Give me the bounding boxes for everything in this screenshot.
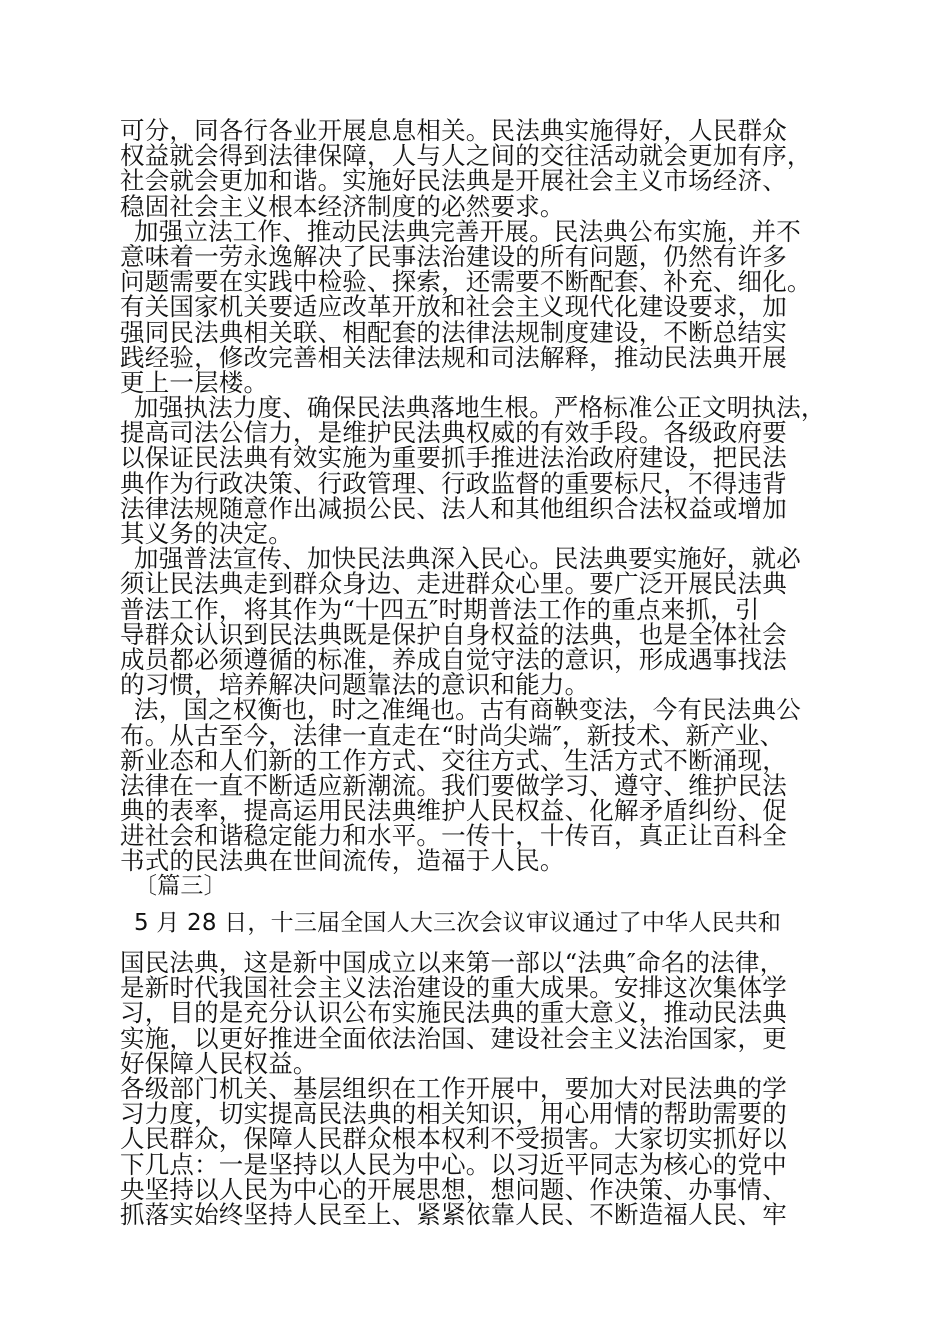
text-line: 意味着一劳永逸解决了民事法治建设的所有问题，仍然有许多 (120, 241, 787, 271)
text-line: 是新时代我国社会主义法治建设的重大成果。安排这次集体学 (120, 973, 787, 1003)
spacer (120, 899, 832, 911)
text-line: 法，国之权衡也，时之准绳也。古有商鞅变法，今有民法典公 (134, 695, 801, 725)
text-line: 各级部门机关、基层组织在工作开展中，要加大对民法典的学 (120, 1073, 787, 1103)
text-line: 社会就会更加和谐。实施好民法典是开展社会主义市场经济、 (120, 166, 787, 196)
text-line: 习力度，切实提高民法典的相关知识，用心用情的帮助需要的 (120, 1099, 787, 1129)
document-body (120, 118, 832, 1227)
paragraph-7 (120, 1073, 832, 1229)
text-line: 问题需要在实践中检验、探索，还需要不断配套、补充、细化。 (120, 267, 812, 297)
text-line: 普法工作，将其作为“十四五″时期普法工作的重点来抓，引 (120, 594, 760, 624)
paragraph-1 (120, 118, 832, 219)
text-line: 进社会和谐稳定能力和水平。一传十，十传百，真正让百科全 (120, 821, 787, 851)
text-line: 布。从古至今，法律一直走在“时尚尖端″，新技术、新产业、 (120, 720, 785, 750)
text-line: 法律在一直不断适应新潮流。我们要做学习、遵守、维护民法 (120, 770, 787, 800)
text-line: 须让民法典走到群众身边、走进群众心里。要广泛开展民法典 (120, 569, 787, 599)
date-line: 5 月 28 日，十三届全国人大三次会议审议通过了中华人民共和 (134, 909, 782, 936)
section-heading: 〔篇三〕 (134, 872, 227, 899)
text-line: 加强执法力度、确保民法典落地生根。严格标准公正文明执法， (134, 393, 826, 423)
paragraph-3 (120, 395, 832, 546)
text-line: 提高司法公信力，是维护民法典权威的有效手段。各级政府要 (120, 418, 787, 448)
text-line: 导群众认识到民法典既是保护自身权益的法典，也是全体社会 (120, 619, 787, 649)
text-line: 权益就会得到法律保障，人与人之间的交往活动就会更加有序， (120, 141, 812, 171)
text-line: 实施，以更好推进全面依法治国、建设社会主义法治国家，更 (120, 1023, 787, 1053)
paragraph-5 (120, 695, 832, 876)
text-line: 有关国家机关要适应改革开放和社会主义现代化建设要求，加 (120, 292, 787, 322)
text-line: 的习惯，培养解决问题靠法的意识和能力。 (120, 670, 590, 700)
text-line: 以保证民法典有效实施为重要抓手推进法治政府建设，把民法 (120, 443, 787, 473)
text-line: 稳固社会主义根本经济制度的必然要求。 (120, 191, 565, 221)
text-line: 加强普法宣传、加快民法典深入民心。民法典要实施好，就必 (134, 544, 801, 574)
text-line: 典作为行政决策、行政管理、行政监督的重要标尺，不得违背 (120, 468, 787, 498)
text-line: 好保障人民权益。 (120, 1048, 318, 1078)
text-line: 新业态和人们新的工作方式、交往方式、生活方式不断涌现， (120, 745, 787, 775)
text-line: 其义务的决定。 (120, 519, 293, 548)
text-line: 践经验，修改完善相关法律法规和司法解释，推动民法典开展 (120, 342, 787, 372)
text-line: 典的表率，提高运用民法典维护人民权益、化解矛盾纠纷、促 (120, 796, 787, 826)
text-line: 书式的民法典在世间流传，造福于人民。 (120, 846, 565, 876)
text-line: 成员都必须遵循的标准，养成自觉守法的意识，形成遇事找法 (120, 644, 787, 674)
text-line: 抓落实始终坚持人民至上、紧紧依靠人民、不断造福人民、牢 (120, 1199, 787, 1229)
text-line: 法律法规随意作出减损公民、法人和其他组织合法权益或增加 (120, 493, 787, 523)
text-line: 更上一层楼。 (120, 367, 269, 397)
text-line: 央坚持以人民为中心的开展思想，想问题、作决策、办事情、 (120, 1174, 787, 1204)
text-line: 强同民法典相关联、相配套的法律法规制度建设，不断总结实 (120, 317, 787, 347)
text-line: 习，目的是充分认识公布实施民法典的重大意义，推动民法典 (120, 998, 787, 1028)
paragraph-4 (120, 544, 832, 700)
paragraph-2 (120, 216, 832, 397)
paragraph-6 (120, 950, 832, 1076)
text-line: 可分，同各行各业开展息息相关。民法典实施得好，人民群众 (120, 116, 787, 145)
text-line: 人民群众，保障人民群众根本权利不受损害。大家切实抓好以 (120, 1124, 787, 1154)
text-line: 下几点：一是坚持以人民为中心。以习近平同志为核心的党中 (120, 1149, 787, 1179)
text-line: 国民法典，这是新中国成立以来第一部以“法典″命名的法律， (120, 948, 785, 977)
text-line: 加强立法工作、推动民法典完善开展。民法典公布实施，并不 (134, 216, 801, 246)
